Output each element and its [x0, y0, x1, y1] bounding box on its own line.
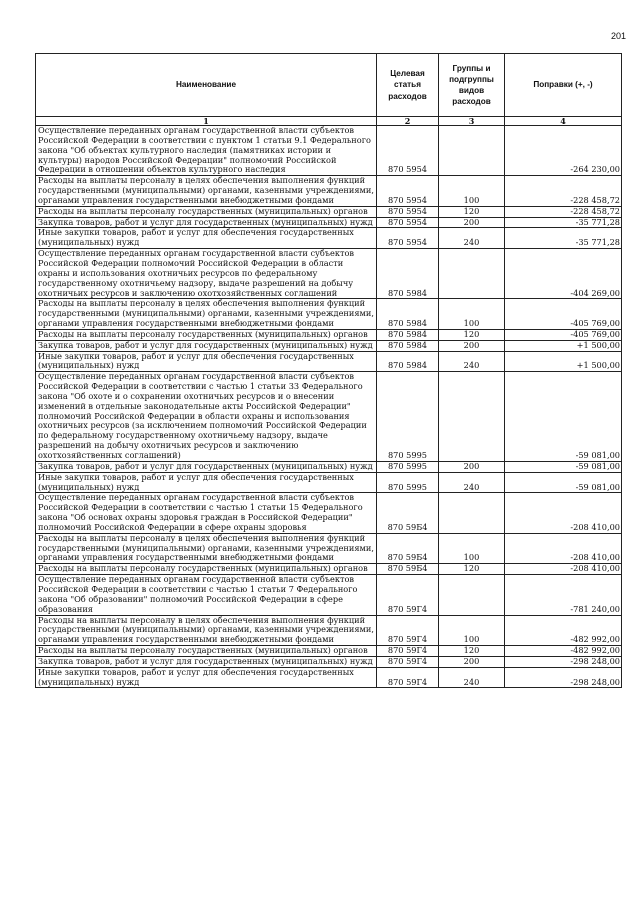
table-row — [36, 656, 622, 667]
row-target-article-cell: 870 59Г4 — [377, 667, 439, 688]
row-target-article-cell: 870 5984 — [377, 329, 439, 340]
row-target-article-cell: 870 59Б4 — [377, 533, 439, 564]
table-row — [36, 249, 622, 299]
row-name-cell: Иные закупки товаров, работ и услуг для обеспечения государственных (муниципальных) нужд — [36, 472, 377, 493]
table-row — [36, 533, 622, 564]
table-row — [36, 340, 622, 351]
row-amount-cell: -35 771,28 — [505, 228, 622, 249]
row-target-article-cell: 870 5984 — [377, 351, 439, 372]
table-row — [36, 615, 622, 646]
table-row — [36, 217, 622, 228]
table-body — [36, 117, 622, 688]
row-expense-group-cell: 120 — [439, 329, 505, 340]
row-expense-group-cell — [439, 575, 505, 615]
row-target-article-cell: 870 59Г4 — [377, 615, 439, 646]
row-expense-group-cell: 200 — [439, 461, 505, 472]
row-name-cell: Расходы на выплаты персоналу в целях обеспечения выполнения функций государственными (муниципальными) органами, казенными учреждениями, органами управления государственными внебюджетными фондами — [36, 533, 377, 564]
row-amount-cell: -482 992,00 — [505, 615, 622, 646]
row-name-cell: Осуществление переданных органам государственной власти субъектов Российской Федерации в соответствии с частью 1 статьи 7 Федерального закона "Об образовании" полномочий Российской Федерации в сфере образования — [36, 575, 377, 615]
row-amount-cell: -298 248,00 — [505, 656, 622, 667]
row-amount-cell: -208 410,00 — [505, 533, 622, 564]
row-amount-cell: -59 081,00 — [505, 372, 622, 462]
table-row — [36, 329, 622, 340]
row-target-article-cell: 870 5995 — [377, 461, 439, 472]
row-name-cell: Иные закупки товаров, работ и услуг для обеспечения государственных (муниципальных) нужд — [36, 667, 377, 688]
header-name: Наименование — [36, 54, 377, 117]
row-target-article-cell: 870 5984 — [377, 340, 439, 351]
row-target-article-cell: 870 5954 — [377, 228, 439, 249]
row-name-cell: Иные закупки товаров, работ и услуг для обеспечения государственных (муниципальных) нужд — [36, 228, 377, 249]
row-amount-cell: -228 458,72 — [505, 206, 622, 217]
row-name-cell: Расходы на выплаты персоналу государственных (муниципальных) органов — [36, 206, 377, 217]
row-expense-group-cell: 120 — [439, 646, 505, 657]
table-row — [36, 126, 622, 176]
row-name-cell: Расходы на выплаты персоналу в целях обеспечения выполнения функций государственными (муниципальными) органами, казенными учреждениями, органами управления государственными внебюджетными фондами — [36, 615, 377, 646]
row-target-article-cell: 870 5995 — [377, 372, 439, 462]
row-amount-cell: -208 410,00 — [505, 564, 622, 575]
row-name-cell: Осуществление переданных органам государственной власти субъектов Российской Федерации полномочий Российской Федерации в области охраны и использования охотничьих ресурсов по федеральному государственному охотничьему надзору, выдаче разрешений на добычу охотничьих ресурсов и заключению охотхозяйственных соглашений — [36, 249, 377, 299]
row-target-article-cell: 870 59Г4 — [377, 575, 439, 615]
table-row — [36, 575, 622, 615]
row-name-cell: Закупка товаров, работ и услуг для государственных (муниципальных) нужд — [36, 217, 377, 228]
header-amendments: Поправки (+, -) — [505, 54, 622, 117]
row-target-article-cell: 870 5984 — [377, 299, 439, 330]
row-amount-cell: -59 081,00 — [505, 472, 622, 493]
column-number: 4 — [505, 117, 622, 126]
table-row — [36, 461, 622, 472]
column-number: 1 — [36, 117, 377, 126]
row-amount-cell: +1 500,00 — [505, 351, 622, 372]
row-expense-group-cell — [439, 493, 505, 533]
row-amount-cell: -228 458,72 — [505, 176, 622, 207]
row-target-article-cell: 870 59Б4 — [377, 564, 439, 575]
row-expense-group-cell: 240 — [439, 351, 505, 372]
budget-amendments-table — [35, 53, 622, 688]
table-row — [36, 646, 622, 657]
row-amount-cell: -781 240,00 — [505, 575, 622, 615]
row-expense-group-cell: 120 — [439, 564, 505, 575]
column-number: 3 — [439, 117, 505, 126]
row-name-cell: Осуществление переданных органам государственной власти субъектов Российской Федерации в соответствии с частью 1 статьи 15 Федерального закона "Об основах охраны здоровья граждан в Российской Федерации" полномочий Российской Федерации в сфере охраны здоровья — [36, 493, 377, 533]
row-name-cell: Расходы на выплаты персоналу государственных (муниципальных) органов — [36, 329, 377, 340]
row-name-cell: Осуществление переданных органам государственной власти субъектов Российской Федерации в соответствии с пунктом 1 статьи 9.1 Федерального закона "Об объектах культурного наследия (памятниках истории и культуры) народов Российской Федерации" полномочий Российской Федерации в отношении объектов культурного наследия — [36, 126, 377, 176]
row-amount-cell: -404 269,00 — [505, 249, 622, 299]
row-expense-group-cell: 100 — [439, 615, 505, 646]
row-amount-cell: -405 769,00 — [505, 299, 622, 330]
row-amount-cell: -208 410,00 — [505, 493, 622, 533]
table-row — [36, 564, 622, 575]
table-row — [36, 228, 622, 249]
row-expense-group-cell: 120 — [439, 206, 505, 217]
row-expense-group-cell — [439, 372, 505, 462]
row-expense-group-cell: 200 — [439, 656, 505, 667]
row-target-article-cell: 870 59Б4 — [377, 493, 439, 533]
row-target-article-cell: 870 5954 — [377, 217, 439, 228]
column-number: 2 — [377, 117, 439, 126]
row-target-article-cell: 870 5995 — [377, 472, 439, 493]
row-expense-group-cell: 100 — [439, 299, 505, 330]
table-row — [36, 472, 622, 493]
header-expense-group: Группы и подгруппы видов расходов — [439, 54, 505, 117]
row-name-cell: Закупка товаров, работ и услуг для государственных (муниципальных) нужд — [36, 340, 377, 351]
table-row — [36, 176, 622, 207]
row-expense-group-cell: 240 — [439, 228, 505, 249]
row-name-cell: Расходы на выплаты персоналу в целях обеспечения выполнения функций государственными (муниципальными) органами, казенными учреждениями, органами управления государственными внебюджетными фондами — [36, 299, 377, 330]
row-amount-cell: -298 248,00 — [505, 667, 622, 688]
row-expense-group-cell: 240 — [439, 472, 505, 493]
row-amount-cell: -35 771,28 — [505, 217, 622, 228]
page-number: 201 — [610, 31, 626, 41]
row-expense-group-cell: 100 — [439, 533, 505, 564]
row-expense-group-cell: 200 — [439, 217, 505, 228]
table-row — [36, 351, 622, 372]
row-amount-cell: -482 992,00 — [505, 646, 622, 657]
table-row — [36, 299, 622, 330]
table-row — [36, 206, 622, 217]
table-row — [36, 372, 622, 462]
row-name-cell: Закупка товаров, работ и услуг для государственных (муниципальных) нужд — [36, 461, 377, 472]
row-target-article-cell: 870 5954 — [377, 206, 439, 217]
row-name-cell: Закупка товаров, работ и услуг для государственных (муниципальных) нужд — [36, 656, 377, 667]
table-row — [36, 493, 622, 533]
row-amount-cell: -59 081,00 — [505, 461, 622, 472]
row-target-article-cell: 870 5984 — [377, 249, 439, 299]
row-expense-group-cell — [439, 126, 505, 176]
header-row — [36, 54, 622, 117]
row-expense-group-cell: 100 — [439, 176, 505, 207]
row-target-article-cell: 870 5954 — [377, 126, 439, 176]
row-target-article-cell: 870 59Г4 — [377, 656, 439, 667]
row-target-article-cell: 870 5954 — [377, 176, 439, 207]
row-name-cell: Расходы на выплаты персоналу государственных (муниципальных) органов — [36, 564, 377, 575]
table-row — [36, 667, 622, 688]
row-name-cell: Осуществление переданных органам государственной власти субъектов Российской Федерации в соответствии с частью 1 статьи 33 Федерального закона "Об охоте и о сохранении охотничьих ресурсов и о внесении изменений в отдельные законодательные акты Российской Федерации" полномочий Российской Федерации в области охраны и использования охотничьих ресурсов (за исключением полномочий Российской Федерации по федеральному государственному охотничьему надзору, выдаче разрешений на добычу охотничьих ресурсов и заключению охотхозяйственных соглашений) — [36, 372, 377, 462]
row-name-cell: Расходы на выплаты персоналу в целях обеспечения выполнения функций государственными (муниципальными) органами, казенными учреждениями, органами управления государственными внебюджетными фондами — [36, 176, 377, 207]
header-target-article: Целевая статья расходов — [377, 54, 439, 117]
row-amount-cell: -405 769,00 — [505, 329, 622, 340]
row-name-cell: Иные закупки товаров, работ и услуг для обеспечения государственных (муниципальных) нужд — [36, 351, 377, 372]
row-expense-group-cell: 200 — [439, 340, 505, 351]
row-expense-group-cell — [439, 249, 505, 299]
row-expense-group-cell: 240 — [439, 667, 505, 688]
row-target-article-cell: 870 59Г4 — [377, 646, 439, 657]
row-amount-cell: -264 230,00 — [505, 126, 622, 176]
row-amount-cell: +1 500,00 — [505, 340, 622, 351]
row-name-cell: Расходы на выплаты персоналу государственных (муниципальных) органов — [36, 646, 377, 657]
